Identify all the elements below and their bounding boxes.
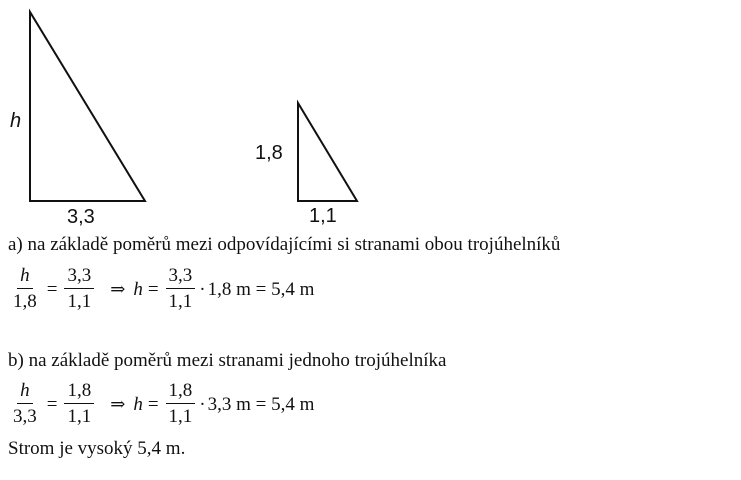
small-triangle [298,103,357,201]
equals-sign: = [46,278,58,300]
implies-arrow: ⇒ [110,394,126,415]
fraction-numerator: 1,8 [166,379,196,404]
conclusion-text: Strom je vysoký 5,4 m. [8,438,186,459]
multiply-dot: · [199,393,206,415]
part-b-result: 3,3 m = 5,4 m [207,393,315,415]
variable-h: h [133,393,143,415]
variable-h: h [133,278,143,300]
part-b-rhs-fraction [64,379,94,430]
part-a-rhs-fraction [64,264,94,315]
fraction-denominator: 1,1 [168,291,193,312]
small-height-label: 1,8 [255,142,283,164]
big-base-label: 3,3 [67,206,95,228]
fraction-denominator: 1,1 [67,406,92,427]
part-a-lhs-fraction [10,264,40,315]
fraction-denominator: 1,8 [13,291,37,312]
fraction-numerator: 3,3 [64,264,94,289]
part-b-heading: b) na základě poměrů mezi stranami jednoho trojúhelníka [8,350,447,371]
part-b-lhs-fraction [10,379,40,430]
part-b-equation [8,379,314,430]
multiply-dot: · [199,278,206,300]
part-a-result-fraction [166,264,196,315]
equals-sign: = [147,278,159,300]
equals-sign: = [46,393,58,415]
fraction-denominator: 3,3 [13,406,37,427]
big-triangle [30,12,145,201]
fraction-numerator: h [17,264,33,289]
equals-sign: = [147,393,159,415]
part-a-heading: a) na základě poměrů mezi odpovídajícími si stranami obou trojúhelníků [8,234,561,255]
fraction-numerator: 1,8 [64,379,94,404]
implies-arrow: ⇒ [110,279,126,300]
fraction-numerator: 3,3 [166,264,196,289]
big-height-label: h [10,110,22,132]
fraction-denominator: 1,1 [168,406,193,427]
small-base-label: 1,1 [309,205,337,227]
fraction-denominator: 1,1 [67,291,92,312]
part-a-equation [8,264,314,315]
part-a-result: 1,8 m = 5,4 m [207,278,315,300]
fraction-numerator: h [17,379,33,404]
part-b-result-fraction [166,379,196,430]
